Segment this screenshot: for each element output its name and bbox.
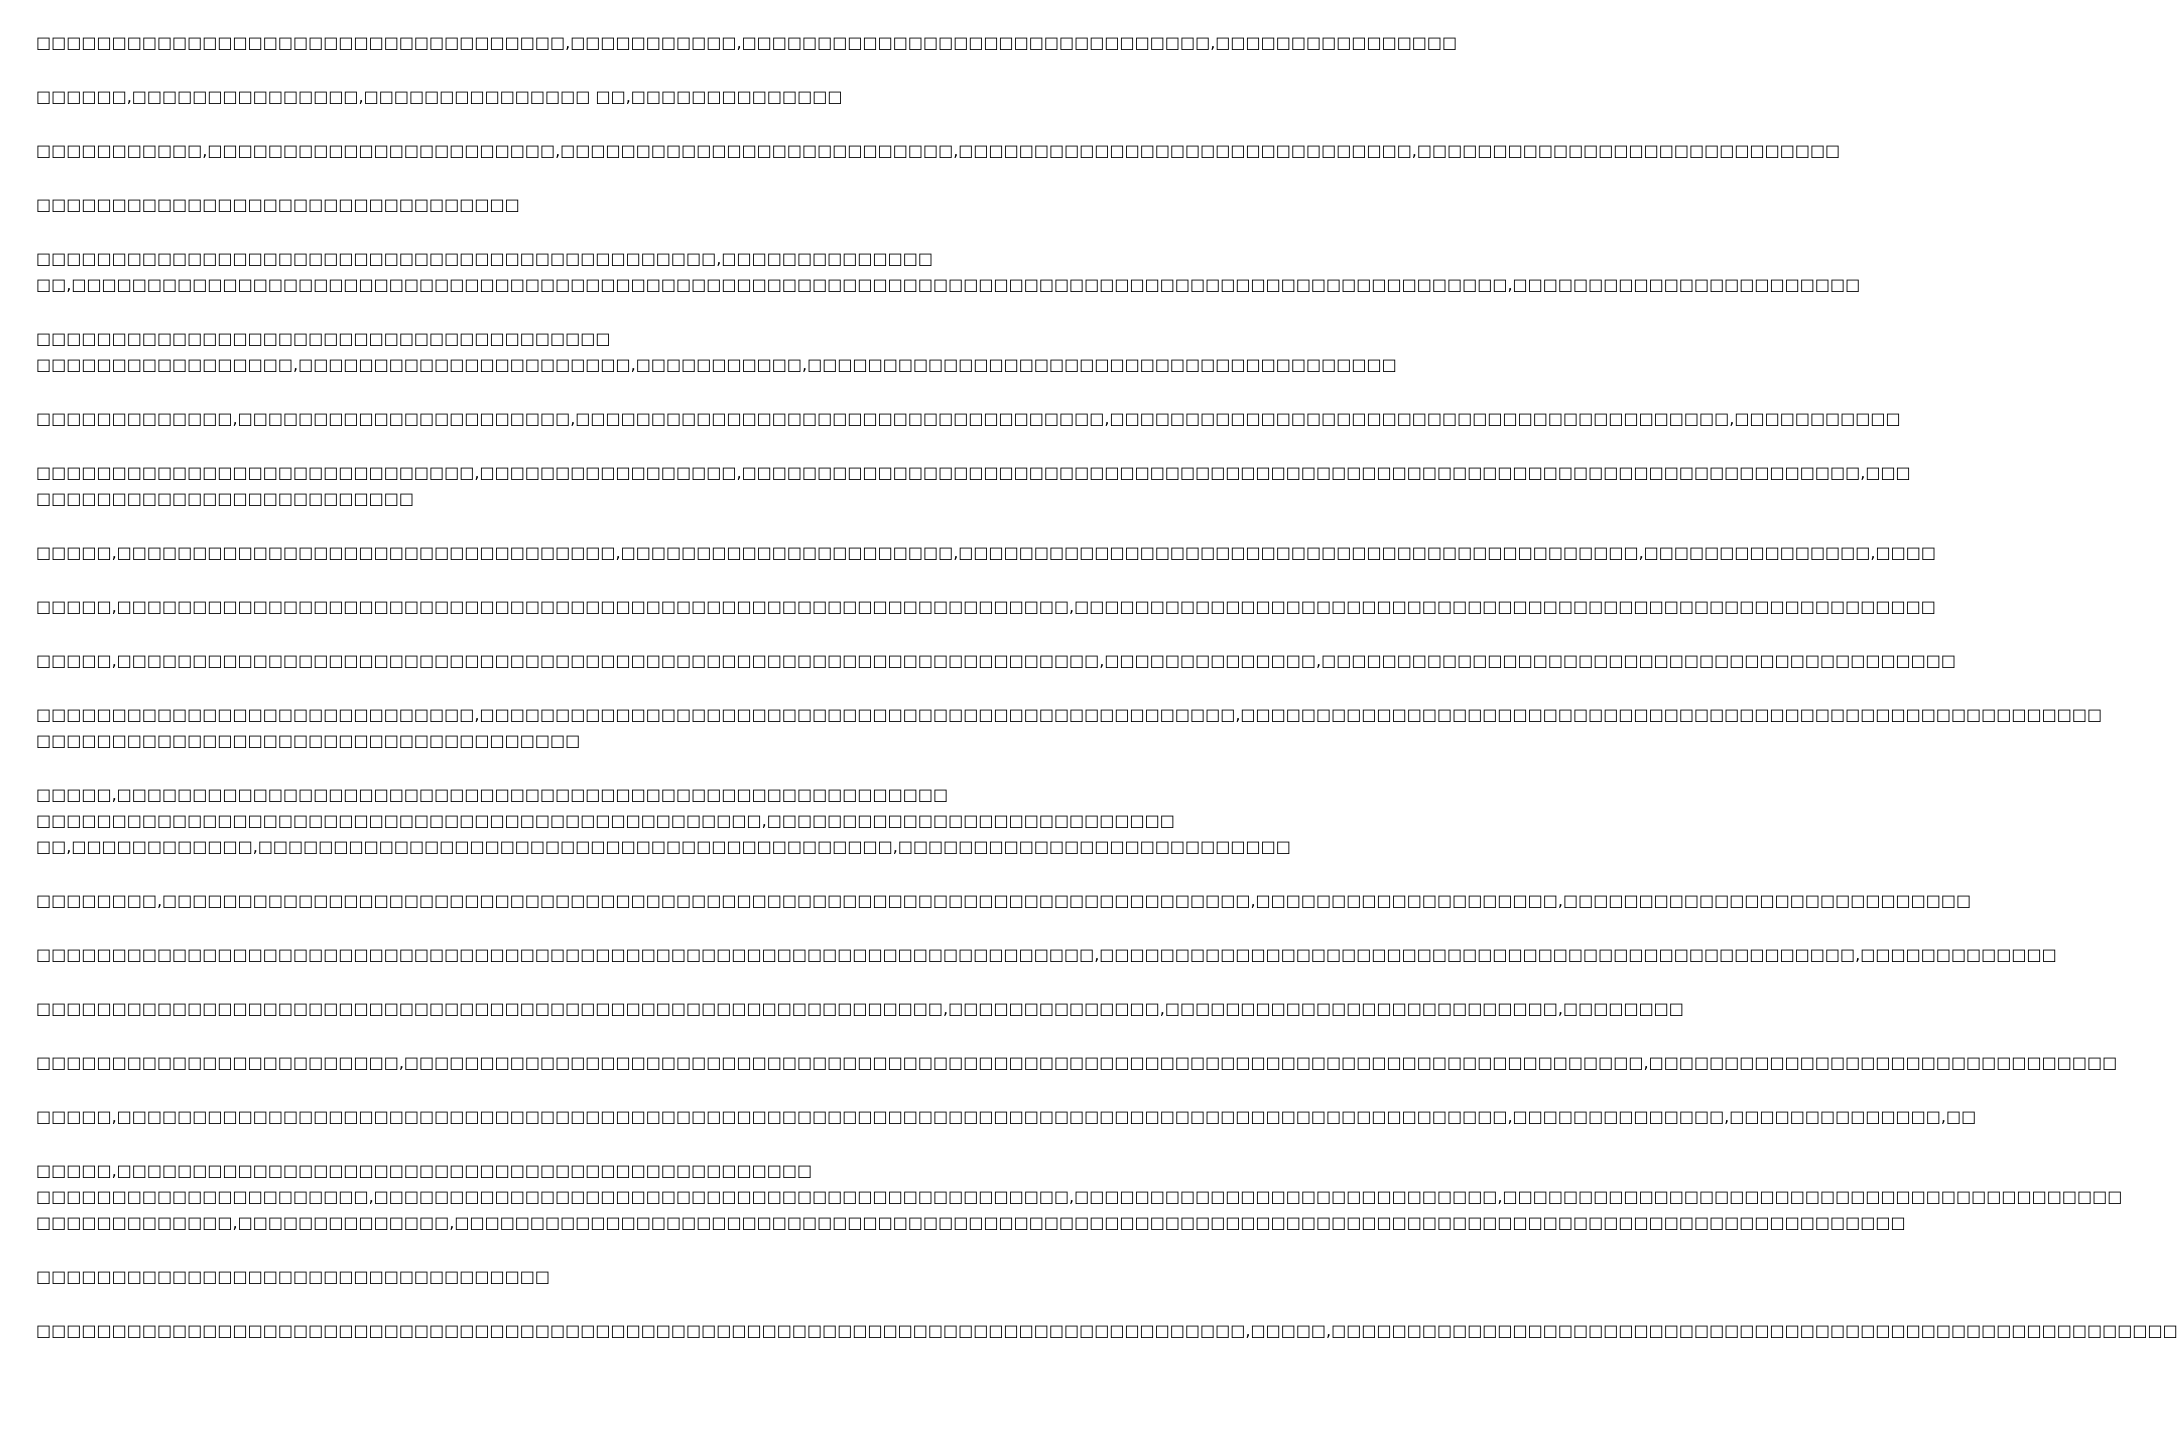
text-line: □□□□□□□□□□□□□,□□□□□□□□□□□□□□□□□□□□□□,□□□□□□□□□□□□□□□□□□□□□□□□□□□□□□□□□□□,□□□□□□□□□□□□□□□□□□□□□□□□□□□□□□□□□□□□□□□□□,□□□□□□□□□□□ — [36, 409, 1901, 428]
text-line: □□□□□,□□□□□□□□□□□□□□□□□□□□□□□□□□□□□□□□□□□□□□□□□□□□□□□□□□□□□□□□□□□□□□□,□□□□□□□□□□□□□□□□□□□□□□□□□□□□□□□□□□□□□□□□□□□□□□□□□□□□□□□□□ — [36, 597, 1936, 616]
text-line: □□□□□□□□□□□□□□□□□□□□□□□□□□□□□□□□□□ — [36, 1267, 550, 1286]
text-line: □□□□□□□□□□□□□□□□□□□□□□□□□□□□□,□□□□□□□□□□□□□□□□□,□□□□□□□□□□□□□□□□□□□□□□□□□□□□□□□□□□□□□□□□□□□□□□□□□□□□□□□□□□□□□□□□□□□□□□□□□□,□□□ — [36, 463, 1911, 482]
text-line: □□□□□□□□□□□□□□□□□□□□□□□□□ — [36, 489, 414, 508]
paragraph — [36, 540, 1936, 566]
text-line: □□□□□□□□□□□□□□□□□□□□□□□□□□□□□□□□□□□□□□□□□□□□□□□□□□□□□□□□□□□□□□□□□□□□□□,□□□□□□□□□□□□□□□□□□□□□□□□□□□□□□□□□□□□□□□□□□□□□□□□□□,□□□□□□□□□□□□□ — [36, 945, 2057, 964]
paragraph — [36, 1050, 2118, 1076]
paragraph — [36, 782, 1291, 860]
paragraph — [36, 996, 1684, 1022]
text-line: □□□□□□□□□□□□□□□□□□□□□□□□□□□□□□□□□□□□□□ — [36, 329, 611, 348]
paragraph — [36, 406, 1901, 432]
paragraph — [36, 30, 1458, 56]
text-line: □□□□□,□□□□□□□□□□□□□□□□□□□□□□□□□□□□□□□□□□□□□□□□□□□□□□ — [36, 1161, 813, 1180]
text-line: □□□□□□□□□□□□□□□□□□□□□□□□□□□□□□□□□□□□□□□□□□□□□□□□□□□□□□□□□□□□□□□□□□□□□□□□□□□□□□□□,□□□□□,□□□□□□□□□□□□□□□□□□□□□□□□□□□□□□□□□□□□□□□□□□□□□□□□□□□□□□□□ — [36, 1321, 2178, 1340]
text-line: □□□□□□,□□□□□□□□□□□□□□□,□□□□□□□□□□□□□□□ □□,□□□□□□□□□□□□□□ — [36, 87, 843, 106]
text-line: □□□□□□□□□□□□□□□□□□□□□□□□□□□□□□□□□□□□□□□□□□□□□□□□,□□□□□□□□□□□□□□□□□□□□□□□□□□□ — [36, 811, 1175, 830]
text-line: □□□□□,□□□□□□□□□□□□□□□□□□□□□□□□□□□□□□□□□,□□□□□□□□□□□□□□□□□□□□□□,□□□□□□□□□□□□□□□□□□□□□□□□□□□□□□□□□□□□□□□□□□□□□,□□□□□□□□□□□□□□□,□□□□ — [36, 543, 1936, 562]
text-line: □□□□□,□□□□□□□□□□□□□□□□□□□□□□□□□□□□□□□□□□□□□□□□□□□□□□□□□□□□□□□□□□□□□□□□□,□□□□□□□□□□□□□□,□□□□□□□□□□□□□□□□□□□□□□□□□□□□□□□□□□□□□□□□□□ — [36, 651, 1957, 670]
paragraph — [36, 246, 1861, 298]
text-line: □□□□□□□□□□□□□□□□□□□□□□□□□□□□□□□□□□□,□□□□□□□□□□□,□□□□□□□□□□□□□□□□□□□□□□□□□□□□□□□,□□□□□□□□□□□□□□□□ — [36, 33, 1458, 52]
text-line: □□,□□□□□□□□□□□□,□□□□□□□□□□□□□□□□□□□□□□□□□□□□□□□□□□□□□□□□□□,□□□□□□□□□□□□□□□□□□□□□□□□□□ — [36, 837, 1291, 856]
paragraph — [36, 1158, 2123, 1236]
paragraph — [36, 1318, 2178, 1344]
document-body — [36, 30, 2178, 1430]
paragraph — [36, 138, 1841, 164]
text-line: □□□□□□□□□□□,□□□□□□□□□□□□□□□□□□□□□□□,□□□□□□□□□□□□□□□□□□□□□□□□□□,□□□□□□□□□□□□□□□□□□□□□□□□□□□□□□,□□□□□□□□□□□□□□□□□□□□□□□□□□□□ — [36, 141, 1841, 160]
text-line: □□□□□□□□□□□□□□□□□□□□□□□□,□□□□□□□□□□□□□□□□□□□□□□□□□□□□□□□□□□□□□□□□□□□□□□□□□□□□□□□□□□□□□□□□□□□□□□□□□□□□□□□□□□,□□□□□□□□□□□□□□□□□□□□□□□□□□□□□□□ — [36, 1053, 2118, 1072]
text-line: □□□□□□□□□□□□□□□□□□□□□□□□□□□□□□□□□□□□□□□□□□□□□,□□□□□□□□□□□□□□ — [36, 249, 933, 268]
text-line: □□,□□□□□□□□□□□□□□□□□□□□□□□□□□□□□□□□□□□□□□□□□□□□□□□□□□□□□□□□□□□□□□□□□□□□□□□□□□□□□□□□□□□□□□□□□□□□□□□,□□□□□□□□□□□□□□□□□□□□□□□ — [36, 275, 1861, 294]
text-line: □□□□□□□□□□□□□□□□□□□□□□□□□□□□□,□□□□□□□□□□□□□□□□□□□□□□□□□□□□□□□□□□□□□□□□□□□□□□□□□□,□□□□□□□□□□□□□□□□□□□□□□□□□□□□□□□□□□□□□□□□□□□□□□□□□□□□□□□□□ — [36, 705, 2103, 724]
paragraph — [36, 648, 1957, 674]
paragraph — [36, 1104, 1977, 1130]
paragraph — [36, 460, 1911, 512]
text-line: □□□□□□□□□□□□□□□□□□□□□□,□□□□□□□□□□□□□□□□□□□□□□□□□□□□□□□□□□□□□□□□□□□□□□,□□□□□□□□□□□□□□□□□□□□□□□□□□□□,□□□□□□□□□□□□□□□□□□□□□□□□□□□□□□□□□□□□□□□□□ — [36, 1187, 2123, 1206]
paragraph — [36, 888, 1972, 914]
paragraph — [36, 84, 990, 110]
paragraph — [36, 942, 2057, 968]
paragraph — [36, 1264, 990, 1290]
paragraph — [36, 326, 1397, 378]
text-line: □□□□□□□□□□□□□□□□□□□□□□□□□□□□□□□□ — [36, 195, 520, 214]
text-line: □□□□□,□□□□□□□□□□□□□□□□□□□□□□□□□□□□□□□□□□□□□□□□□□□□□□□□□□□□□□□□□□□□□□□□□□□□□□□□□□□□□□□□□□□□□□□□□□□□,□□□□□□□□□□□□□□,□□□□□□□□□□□□□□,□□ — [36, 1107, 1977, 1126]
text-line: □□□□□□□□□□□□□□□□□,□□□□□□□□□□□□□□□□□□□□□□,□□□□□□□□□□□,□□□□□□□□□□□□□□□□□□□□□□□□□□□□□□□□□□□□□□□ — [36, 355, 1397, 374]
text-line: □□□□□,□□□□□□□□□□□□□□□□□□□□□□□□□□□□□□□□□□□□□□□□□□□□□□□□□□□□□□□ — [36, 785, 949, 804]
text-line: □□□□□□□□□□□□□□□□□□□□□□□□□□□□□□□□□□□□□□□□□□□□□□□□□□□□□□□□□□□□,□□□□□□□□□□□□□□,□□□□□□□□□□□□□□□□□□□□□□□□□□,□□□□□□□□ — [36, 999, 1684, 1018]
text-line: □□□□□□□□□□□□□□□□□□□□□□□□□□□□□□□□□□□□ — [36, 731, 581, 750]
text-line: □□□□□□□□□□□□□,□□□□□□□□□□□□□□,□□□□□□□□□□□□□□□□□□□□□□□□□□□□□□□□□□□□□□□□□□□□□□□□□□□□□□□□□□□□□□□□□□□□□□□□□□□□□□□□□□□□□□□□□□□□□□□□ — [36, 1213, 1906, 1232]
text-line: □□□□□□□□,□□□□□□□□□□□□□□□□□□□□□□□□□□□□□□□□□□□□□□□□□□□□□□□□□□□□□□□□□□□□□□□□□□□□□□□□,□□□□□□□□□□□□□□□□□□□□,□□□□□□□□□□□□□□□□□□□□□□□□□□□ — [36, 891, 1972, 910]
paragraph — [36, 702, 2103, 754]
paragraph — [36, 192, 990, 218]
paragraph — [36, 594, 1936, 620]
